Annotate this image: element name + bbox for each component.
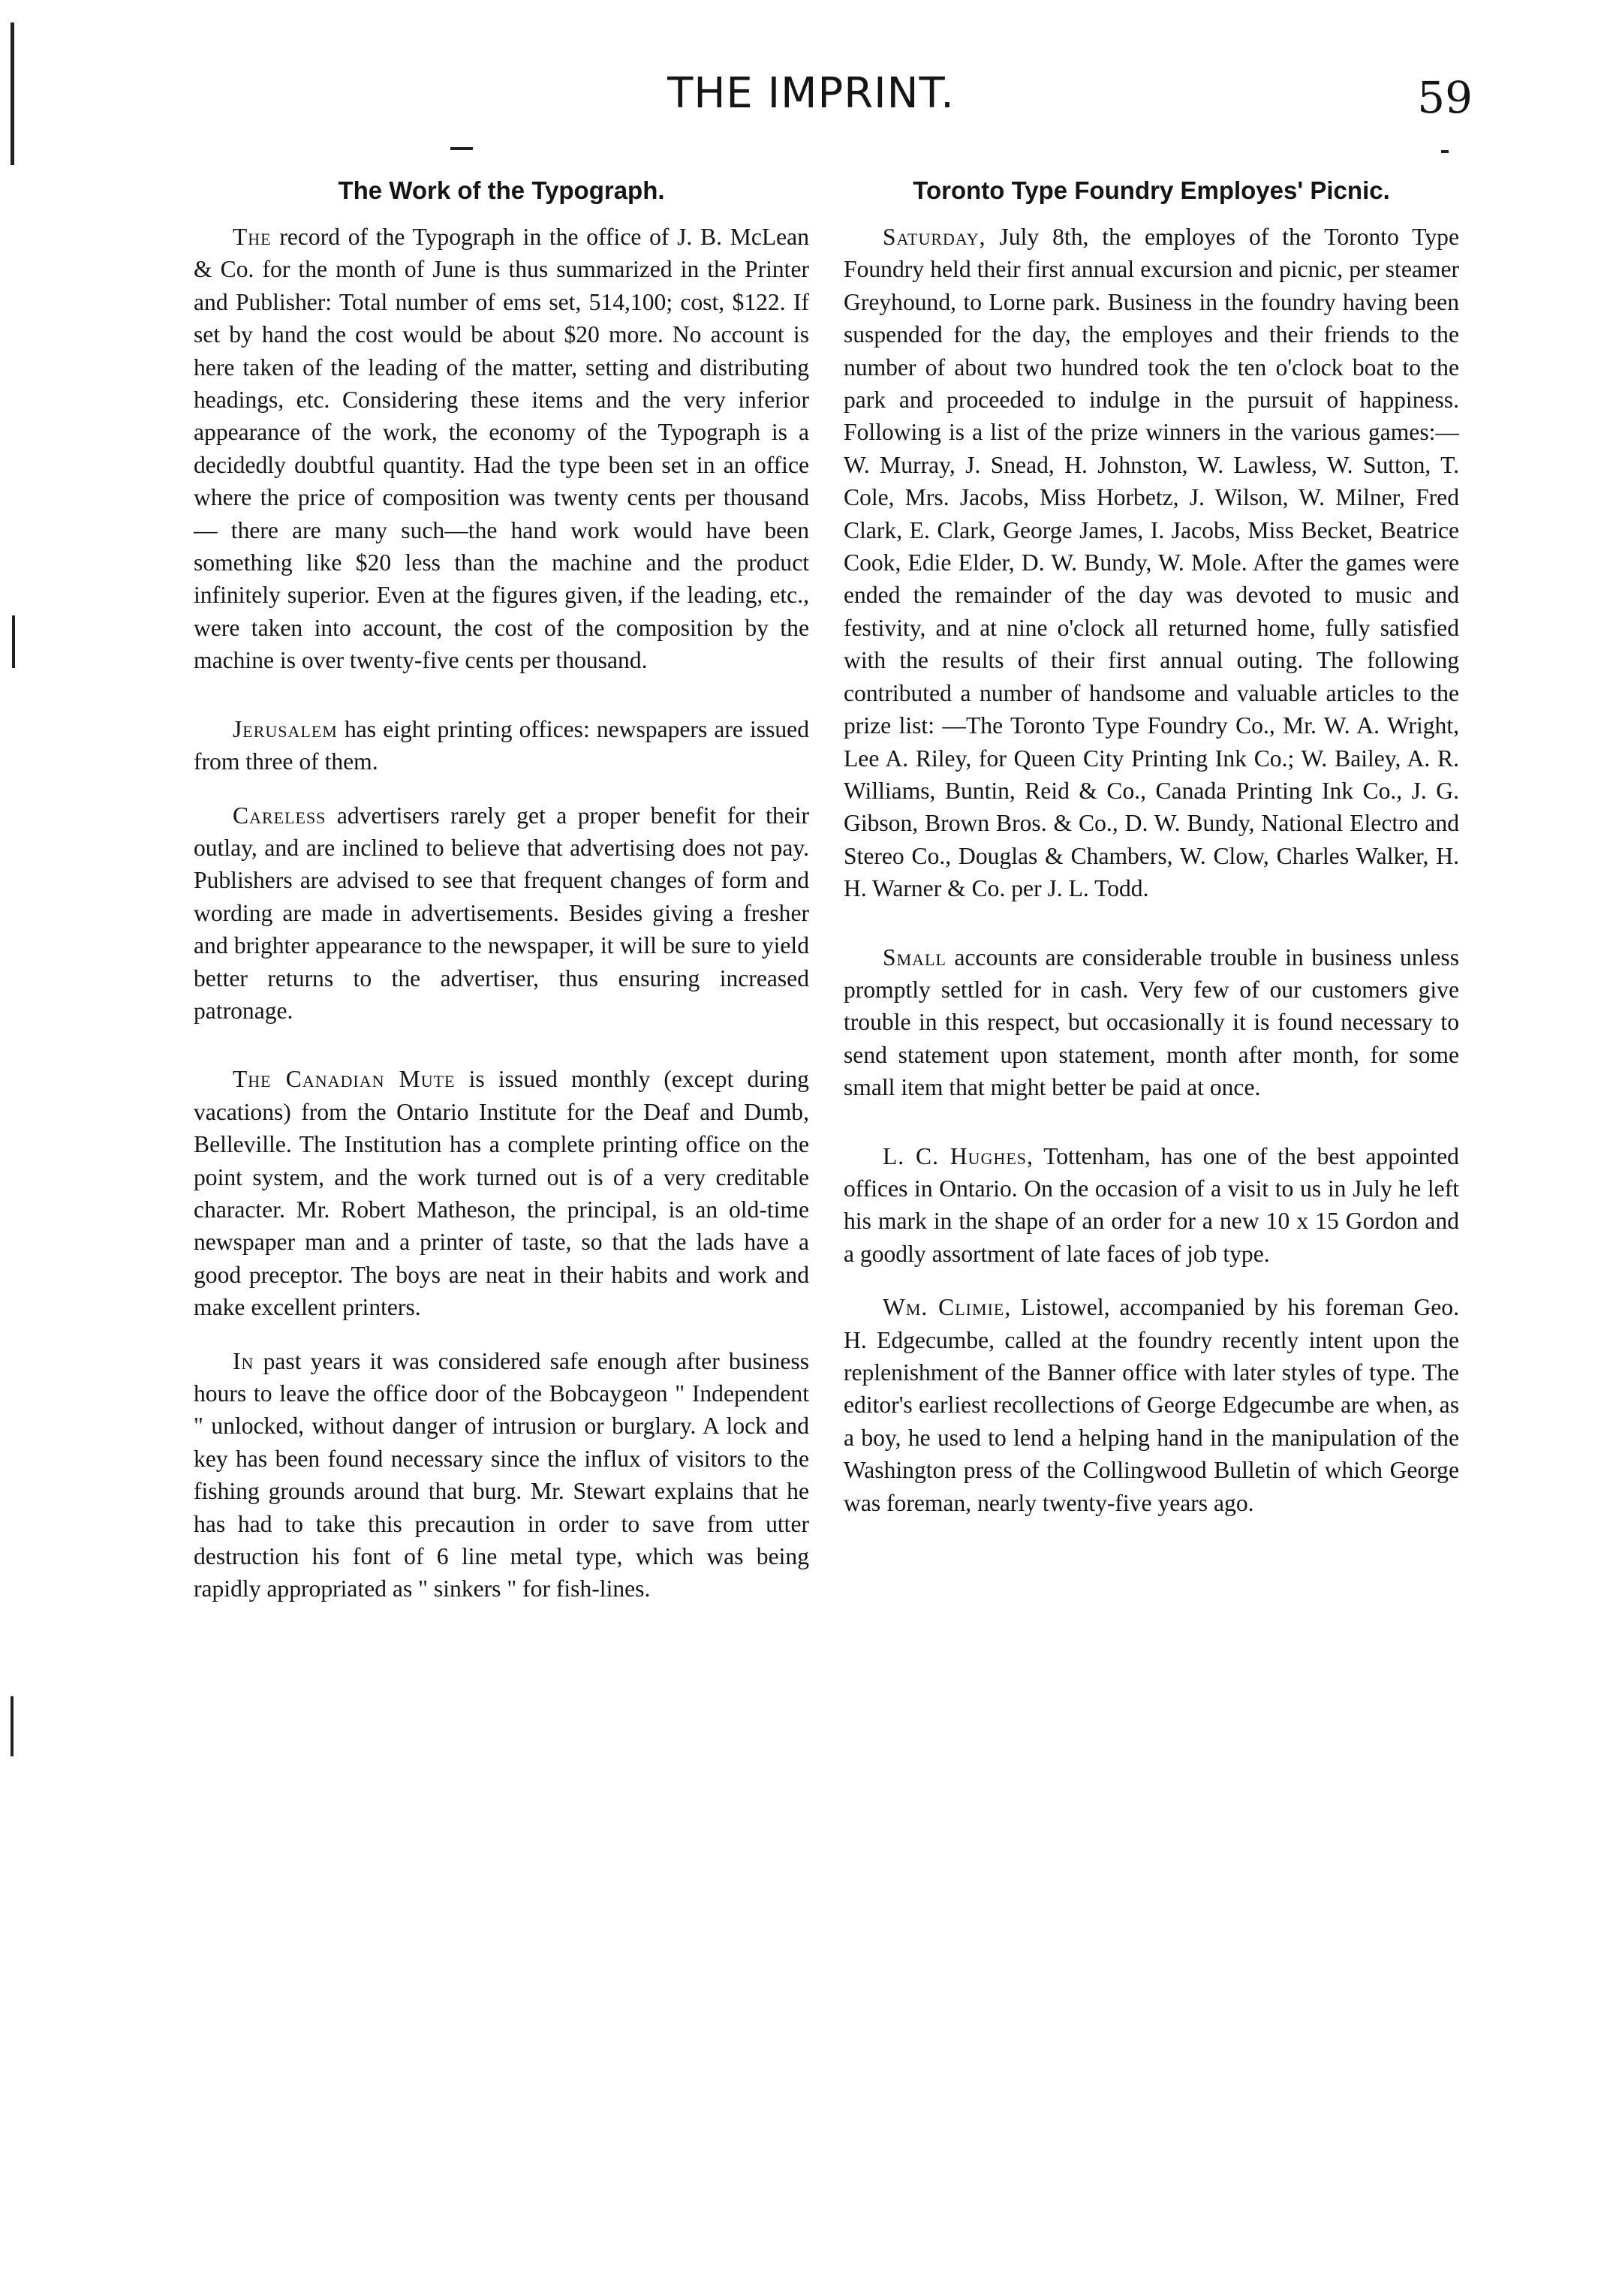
paragraph-text: July 8th, the employes of the Toronto Type Foundry held their first annual excursion and picnic, per steamer Greyhound, to Lorne park. Business in the foundry having been suspended for the day, the employes and their friends to the number of about two hundred took the ten o'clock boat to the park and proceeded to indulge in the pursuit of happiness. Following is a list of the prize winners in the various games:— W. Murray, J. Snead, H. Johnston, W. Lawless, W. Sutton, T. Cole, Mrs. Jacobs, Miss Horbetz, J. Wilson, W. Milner, Fred Clark, E. Clark, George James, I. Jacobs, Miss Becket, Beatrice Cook, Edie Elder, D. W. Bundy, W. Mole. After the games were ended the remainder of the day was devoted to music and festivity, and at nine o'clock all returned home, fully satisfied with the results of their first annual outing. The following contributed a number of handsome and valuable articles to the prize list: —The Toronto Type Foundry Co., Mr. W. A. Wright, Lee A. Riley, for Queen City Printing Ink Co.; W. Bailey, A. R. Williams, Buntin, Reid & Co., Canada Printing Ink Co., J. G. Gibson, Brown Bros. & Co., D. W. Bundy, National Electro and Stereo Co., Douglas & Chambers, W. Clow, Charles Walker, H. H. Warner & Co. per J. L. Todd. [844,224,1459,902]
page-number: 59 [1417,72,1473,123]
paragraph-lead: The [233,224,272,250]
paragraph-text: accounts are considerable trouble in business unless promptly settled for in cash. Very few of our customers give trouble in this respect, but occasionally it is found necessary to send statement upon statement, month after month, for some small item that might better be paid at once. [844,943,1459,1101]
paragraph-lead: Careless [233,802,327,829]
paragraph-lead: L. C. Hughes, [883,1142,1034,1169]
paragraph-text: is issued monthly (except during vacations) from the Ontario Institute for the Deaf and Dumb, Belleville. The Institution has a complete printing office on the point system, and the work turned out is of a very creditable character. Mr. Robert Matheson, the principal, is an old-time newspaper man and a printer of taste, so that the lads have a good preceptor. The boys are neat in their habits and work and make excellent printers. [194,1066,809,1321]
news-item [844,1291,1459,1519]
paragraph-text: past years it was considered safe enough after business hours to leave the office door of the Bobcaygeon " Independent " unlocked, without danger of intrusion or burglary. A lock and key has been found necessary since the influx of visitors to the fishing grounds around that burg. Mr. Stewart explains that he has had to take this precaution in order to save from utter destruction his font of 6 line metal type, which was being rapidly appropriated as " sinkers " for fish-lines. [194,1347,809,1602]
left-column [194,174,809,1642]
paragraph-lead: Wm. Climie, [883,1294,1012,1321]
scan-edge-mark [11,1696,14,1756]
news-item [194,1063,809,1323]
paragraph-text: record of the Typograph in the office of J. B. McLean & Co. for the month of June is thus summarized in the Printer and Publisher: Total number of ems set, 514,100; cost, $122. If set by hand the cost would be about $20 more. No account is here taken of the leading of the matter, setting and distributing headings, etc. Considering these items and the very inferior appearance of the work, the economy of the Typograph is a decidedly doubtful quantity. Had the type been set in an office where the price of composition was twenty cents per thousand — there are many such—the hand work would have been something like $20 less than the machine and the product infinitely superior. Even at the figures given, if the leading, etc., were taken into account, the cost of the composition by the machine is over twenty-five cents per thousand. [194,224,809,674]
article-heading: Toronto Type Foundry Employes' Picnic. [913,176,1390,204]
running-title: THE IMPRINT. [667,69,955,118]
news-item [194,713,809,778]
article-paragraph [844,221,1459,905]
paragraph-text: Listowel, accompanied by his foreman Geo. H. Edgecumbe, called at the foundry recently intent upon the replenishment of the Banner office with later styles of type. The editor's earliest recollections of George Edgecumbe are when, as a boy, he used to lend a helping hand in the manipulation of the Washington press of the Collingwood Bulletin of which George was foreman, nearly twenty-five years ago. [844,1294,1459,1516]
scan-edge-mark [12,615,15,668]
scan-dash-mark [450,147,473,150]
news-item [844,1140,1459,1271]
paragraph-text: advertisers rarely get a proper benefit for their outlay, and are inclined to believe that advertising does not pay. Publishers are advised to see that frequent changes of form and wording are made in advertisements. Besides giving a fresher and brighter appearance to the newspaper, it will be sure to yield better returns to the advertiser, thus ensuring increased patronage. [194,802,809,1024]
paragraph-lead: Jerusalem [233,715,338,742]
scan-dash-mark [1441,150,1449,153]
paragraph-lead: Small [883,943,946,970]
paragraph-lead: The Canadian Mute [233,1066,456,1093]
news-item [844,941,1459,1104]
paragraph-text: Tottenham, has one of the best appointed offices in Ontario. On the occasion of a visit to us in July he left his mark in the shape of an order for a new 10 x 15 Gordon and a goodly assortment of late faces of job type. [844,1142,1459,1267]
article-paragraph [194,221,809,677]
news-item [194,799,809,1028]
article-heading: The Work of the Typograph. [338,176,665,204]
paragraph-lead: Saturday, [883,224,986,250]
news-item [194,1345,809,1605]
right-column [844,174,1459,1555]
paragraph-text: has eight printing offices: newspapers are issued from three of them. [194,715,809,775]
paragraph-lead: In [233,1347,254,1374]
